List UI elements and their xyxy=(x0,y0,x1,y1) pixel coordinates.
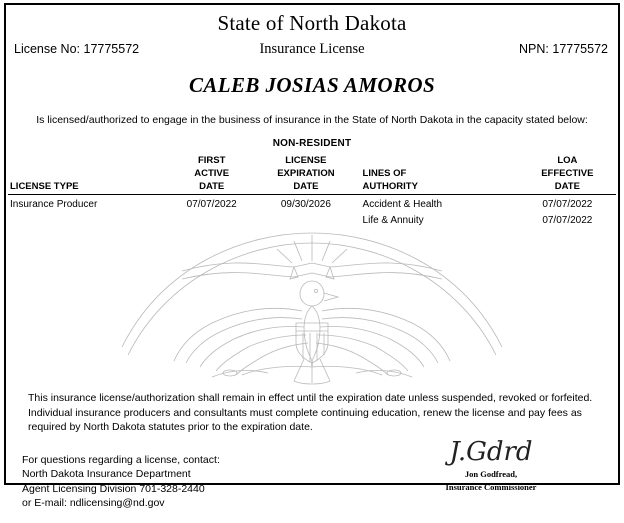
cell-expiration-date: 09/30/2026 xyxy=(280,199,331,210)
document-subtitle: Insurance License xyxy=(259,41,365,57)
header-expiration-3: DATE xyxy=(257,181,354,195)
contact-line-2: North Dakota Insurance Department xyxy=(22,468,191,480)
header-lines-authority-1: LINES OF xyxy=(362,168,407,179)
license-header-row xyxy=(8,42,616,64)
contact-line-4: or E-mail: ndlicensing@nd.gov xyxy=(22,497,165,509)
disclaimer-text: This insurance license/authorization shall remain in effect until the expiration date unless suspended, revoked or forfeited. Individual insurance producers and consultants must complete continuing education, renew the license and pay fees as required by North Dakota statutes prior to the expiration date. xyxy=(28,392,593,433)
header-first-active-3: DATE xyxy=(166,181,257,195)
cell-license-type xyxy=(8,211,166,227)
contact-line-1: For questions regarding a license, contact: xyxy=(22,453,220,466)
header-loa-eff-3: DATE xyxy=(519,181,616,195)
cell-loa-effective-date: 07/07/2022 xyxy=(542,215,593,226)
contact-block xyxy=(22,453,220,511)
header-first-active-2: ACTIVE xyxy=(194,168,230,179)
license-holder-name: CALEB JOSIAS AMOROS xyxy=(188,73,436,97)
header-license-type: LICENSE TYPE xyxy=(8,181,166,195)
signature-name: Jon Godfread, xyxy=(464,468,518,479)
license-number-value: 17775572 xyxy=(83,42,140,56)
license-number-label: License No: xyxy=(14,42,81,56)
cell-expiration-date xyxy=(257,211,354,227)
residency-status: NON-RESIDENT xyxy=(272,138,352,149)
npn-number xyxy=(519,42,608,56)
header-first-active-1: FIRST xyxy=(197,155,226,166)
header-expiration-2: EXPIRATION xyxy=(277,168,335,179)
contact-line-3: Agent Licensing Division 701-328-2440 xyxy=(22,482,205,495)
license-table xyxy=(8,155,616,227)
header-loa-eff-1: LOA xyxy=(557,155,578,166)
signature-title: Insurance Commissioner xyxy=(445,481,537,492)
cell-first-active-date: 07/07/2022 xyxy=(186,199,237,210)
page-title: State of North Dakota xyxy=(217,11,407,35)
table-header-line2 xyxy=(8,168,616,181)
cell-license-type: Insurance Producer xyxy=(10,199,98,210)
table-row xyxy=(8,211,616,227)
cell-lines-of-authority: Accident & Health xyxy=(362,199,443,210)
table-row xyxy=(8,195,616,212)
authorization-statement: Is licensed/authorized to engage in the business of insurance in the State of North Dakota in the capacity stated below: xyxy=(36,114,588,126)
cell-first-active-date xyxy=(166,211,257,227)
npn-value: 17775572 xyxy=(552,42,608,56)
cell-loa-effective-date: 07/07/2022 xyxy=(542,199,593,210)
table-header-line1 xyxy=(8,155,616,168)
document-content xyxy=(8,7,616,509)
header-lines-authority-2: AUTHORITY xyxy=(355,181,519,195)
signature-mark: J.Gdrd xyxy=(449,436,533,467)
header-loa-eff-2: EFFECTIVE xyxy=(541,168,594,179)
state-seal-watermark xyxy=(8,229,616,387)
table-header-line3 xyxy=(8,181,616,195)
header-expiration-1: LICENSE xyxy=(285,155,327,166)
signature-block xyxy=(406,437,576,493)
cell-lines-of-authority: Life & Annuity xyxy=(362,215,424,226)
npn-label: NPN: xyxy=(519,42,549,56)
